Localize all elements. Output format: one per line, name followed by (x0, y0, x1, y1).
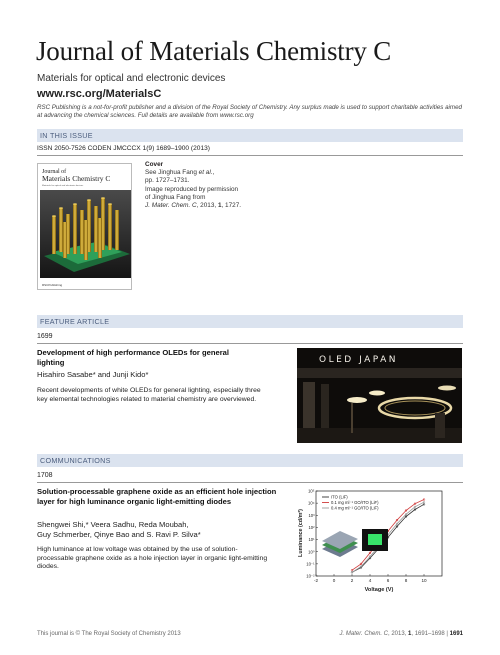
feature-article-header (37, 315, 463, 328)
legend-label: ITO (LiF) (331, 494, 348, 500)
journal-subtitle: Materials for optical and electronic devices (37, 73, 226, 84)
footer-copyright: This journal is © The Royal Society of Chemistry 2013 (37, 631, 181, 637)
cover-citation-volume: 1 (217, 202, 222, 210)
y-tick-label: 10⁰ (308, 549, 315, 555)
cover-citation-journal: J. Mater. Chem. C (145, 202, 197, 210)
x-tick-label: 4 (368, 578, 372, 583)
comm-authors-rest: Veera Sadhu, Reda Moubah, (88, 520, 189, 529)
author-star: * (85, 520, 89, 529)
feature-article-title[interactable]: Development of high performance OLEDs for general lighting (37, 348, 229, 367)
y-tick-label: 10⁻¹ (306, 561, 315, 567)
in-this-issue-label: IN THIS ISSUE (40, 131, 93, 140)
cover-thumb-tagline: Materials for optical and electronic devices (42, 185, 84, 187)
cover-see-suffix: , (212, 169, 215, 176)
feature-author-1: Hisahiro Sasabe (37, 370, 93, 379)
cover-permission: Image reproduced by permission (145, 185, 239, 193)
x-tick-label: 2 (350, 578, 354, 583)
communication-page-number: 1708 (37, 472, 53, 479)
journal-title: Journal of Materials Chemistry C (36, 36, 392, 66)
feature-article-authors (37, 370, 257, 380)
cover-citation (145, 202, 255, 210)
feature-author-2: Junji Kido (112, 370, 146, 379)
y-tick-label: 10¹ (308, 537, 315, 543)
cover-illustration (38, 164, 132, 290)
issn-line: ISSN 2050-7526 CODEN JMCCCX 1(9) 1689–1900 (2013) (37, 145, 210, 152)
comm-author-first: Shengwei Shi, (37, 520, 86, 529)
publisher-disclaimer: RSC Publishing is a not-for-profit publisher and a division of the Royal Society of Chemistry. Any surplus made is used to support charitable activities aimed at advancing the chemical sciences. Full details are available from www.rsc.org (37, 104, 462, 119)
communications-header (37, 454, 463, 467)
cover-image[interactable] (37, 163, 132, 290)
comm-authors-line2: Guy Schmerber, Qinye Bao and S. Ravi P. Silva (37, 529, 198, 539)
feature-article-abstract: Recent developments of white OLEDs for general lighting, especially three key elemental technologies related to material chemistry are overviewed. (37, 387, 261, 403)
author-separator: and (95, 370, 113, 379)
divider (37, 155, 463, 156)
cover-thumb-publisher: RSCPublishing (42, 283, 63, 287)
cover-description (145, 169, 255, 210)
x-tick-label: -2 (313, 578, 319, 583)
legend-label: 0.4 mg ml⁻¹ GO/ITO (LiF) (331, 505, 379, 511)
author-star: * (145, 370, 149, 379)
footer-year: , 2013, (388, 631, 409, 637)
author-star: * (92, 370, 96, 379)
x-tick-label: 10 (421, 578, 427, 583)
luminance-voltage-chart (296, 487, 466, 595)
footer-citation (248, 631, 463, 637)
communication-abstract: High luminance at low voltage was obtained by the use of solution-processable graphene oxide as a hole injection layer in organic light-emitting diodes. (37, 546, 268, 571)
in-this-issue-header (37, 129, 463, 142)
cover-citation-page: , 1727. (221, 202, 242, 210)
cover-pages: pp. 1727–1731. (145, 177, 190, 185)
cover-thumb-title-2: Materials Chemistry C (42, 174, 111, 183)
oled-japan-photo (297, 348, 462, 443)
cover-citation-year: , 2013, (196, 202, 218, 210)
chart-xlabel: Voltage (V) (364, 587, 394, 593)
feature-article-label: FEATURE ARTICLE (40, 317, 110, 326)
x-tick-label: 6 (386, 578, 390, 583)
cover-permission-source: of Jinghua Fang from (145, 193, 206, 201)
footer-pages: , 1691–1698 | (411, 631, 450, 637)
cover-see: See Jinghua Fang (145, 169, 199, 176)
communications-label: COMMUNICATIONS (40, 456, 111, 465)
communication-title[interactable]: Solution-processable graphene oxide as an efficient hole injection layer for high luminance organic light-emitting diodes (37, 487, 277, 506)
journal-url[interactable]: www.rsc.org/MaterialsC (37, 88, 162, 100)
x-tick-label: 8 (404, 578, 408, 583)
footer-page-number: 1691 (449, 631, 463, 637)
divider (37, 343, 463, 344)
communication-authors (37, 520, 272, 539)
legend-label: 0.1 mg ml⁻¹ GO/ITO (LiF) (331, 500, 379, 505)
oled-japan-sign: OLED JAPAN (319, 355, 398, 365)
cover-label: Cover (145, 161, 164, 168)
cover-thumb-title-1: Journal of (42, 169, 67, 175)
chart-ylabel: Luminance (cd/m²) (298, 509, 304, 557)
divider (37, 482, 463, 483)
luminance-chart[interactable] (296, 487, 466, 595)
y-tick-label: 10⁴ (308, 500, 315, 506)
y-tick-label: 10⁻² (306, 573, 315, 579)
y-tick-label: 10³ (308, 512, 315, 518)
x-tick-label: 0 (332, 578, 336, 583)
cover-etal: et al. (198, 169, 213, 176)
y-tick-label: 10⁵ (308, 488, 315, 494)
author-star: * (197, 529, 201, 539)
feature-article-image[interactable] (297, 348, 462, 443)
footer-journal: J. Mater. Chem. C (339, 631, 389, 637)
y-tick-label: 10² (308, 525, 315, 531)
footer-volume: 1 (408, 631, 412, 637)
feature-page-number: 1699 (37, 333, 53, 340)
